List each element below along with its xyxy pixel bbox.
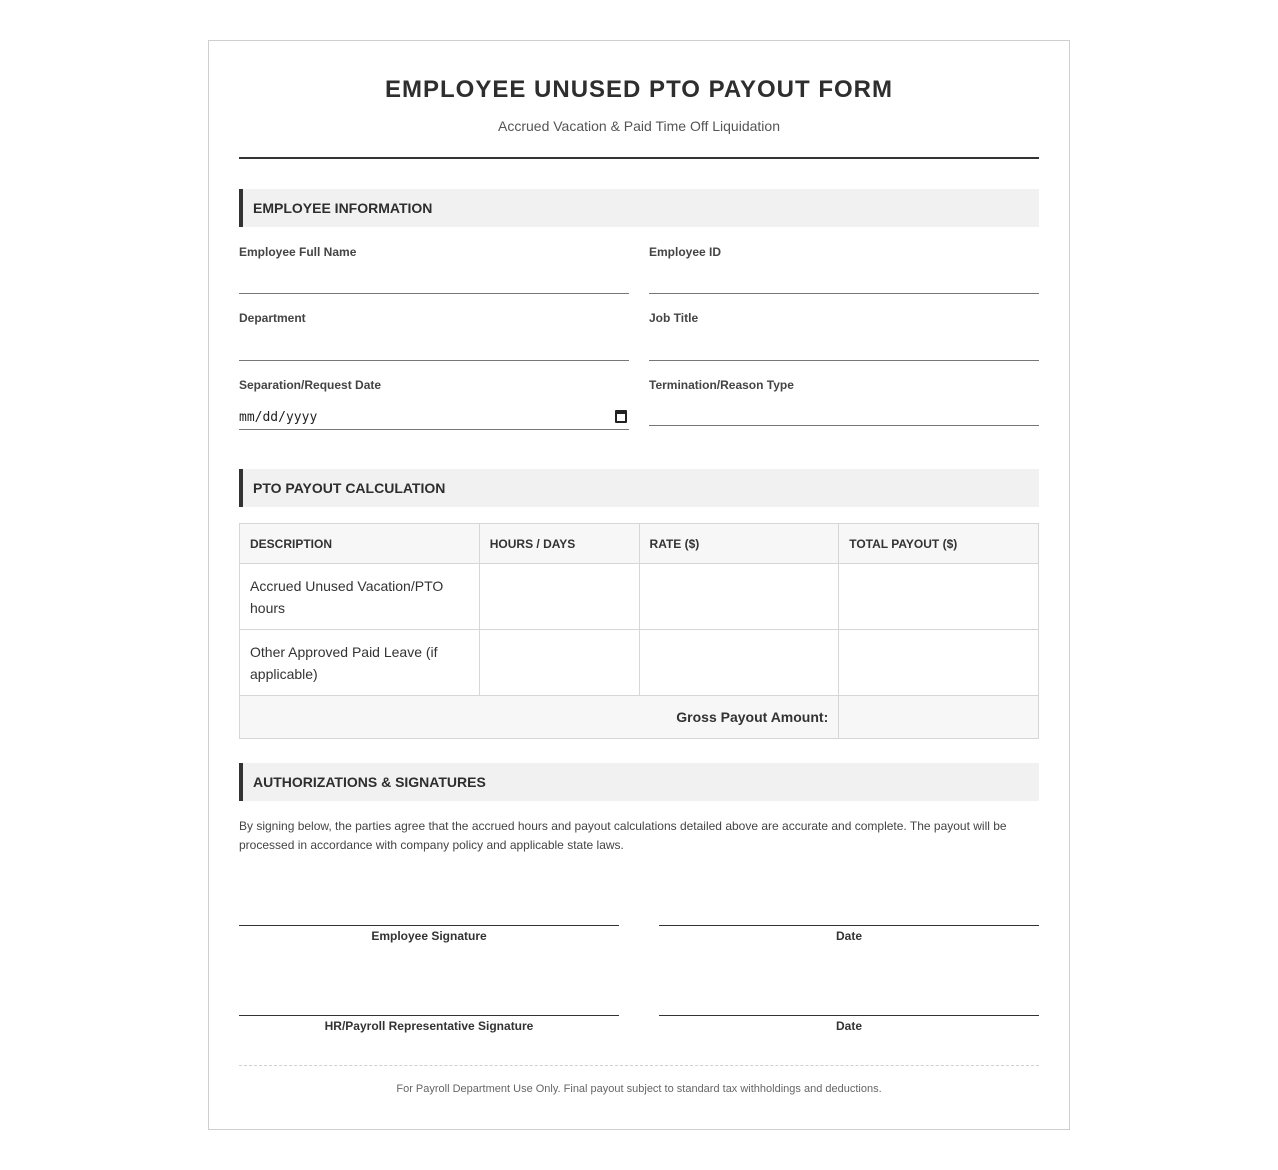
hr-date-label: Date <box>835 1019 862 1033</box>
employee-name-field <box>239 244 629 260</box>
department-label: Department <box>239 311 306 325</box>
employee-info-heading: EMPLOYEE INFORMATION <box>239 189 1039 227</box>
date-placeholder: mm/dd/yyyy <box>239 410 318 425</box>
job-title-label: Job Title <box>649 311 699 325</box>
gross-payout-label: Gross Payout Amount: <box>240 696 839 739</box>
footer-note: For Payroll Department Use Only. Final payout subject to standard tax withholdings and deductions. <box>396 1083 882 1095</box>
column-header-rate: RATE ($) <box>639 524 839 564</box>
hr-signature-block <box>239 1015 619 1033</box>
column-header-description: DESCRIPTION <box>240 524 480 564</box>
gross-payout-value[interactable] <box>839 696 1039 739</box>
hr-signature-label: HR/Payroll Representative Signature <box>324 1019 534 1033</box>
column-header-total: TOTAL PAYOUT ($) <box>839 524 1039 564</box>
gross-payout-row <box>240 696 1039 739</box>
employee-signature-line[interactable] <box>239 925 619 926</box>
employee-name-label: Employee Full Name <box>239 245 357 259</box>
form-page <box>208 40 1070 1130</box>
row-hours-cell[interactable] <box>479 564 639 630</box>
job-title-input[interactable] <box>649 335 1039 361</box>
separation-date-label: Separation/Request Date <box>239 378 382 392</box>
footer-divider <box>239 1065 1039 1066</box>
payout-calculation-heading: PTO PAYOUT CALCULATION <box>239 469 1039 507</box>
form-title: EMPLOYEE UNUSED PTO PAYOUT FORM <box>385 76 893 103</box>
department-field <box>239 310 629 326</box>
title-divider <box>239 157 1039 159</box>
hr-signature-line[interactable] <box>239 1015 619 1016</box>
row-description: Other Approved Paid Leave (if applicable) <box>240 630 480 696</box>
row-description: Accrued Unused Vacation/PTO hours <box>240 564 480 630</box>
employee-id-input[interactable] <box>649 268 1039 294</box>
separation-date-field <box>239 377 629 425</box>
form-subtitle: Accrued Vacation & Paid Time Off Liquidation <box>498 118 780 134</box>
hr-date-block <box>659 1015 1039 1033</box>
termination-reason-field <box>649 377 1039 393</box>
table-header-row <box>240 524 1039 564</box>
employee-id-field <box>649 244 1039 260</box>
table-row <box>240 630 1039 696</box>
row-hours-cell[interactable] <box>479 630 639 696</box>
employee-signature-label: Employee Signature <box>371 929 487 943</box>
authorizations-heading: AUTHORIZATIONS & SIGNATURES <box>239 763 1039 801</box>
row-rate-cell[interactable] <box>639 630 839 696</box>
separation-date-input[interactable] <box>239 404 629 430</box>
employee-date-line[interactable] <box>659 925 1039 926</box>
row-rate-cell[interactable] <box>639 564 839 630</box>
column-header-hours: HOURS / DAYS <box>479 524 639 564</box>
job-title-field <box>649 310 1039 326</box>
agreement-text: By signing below, the parties agree that the accrued hours and payout calculations detailed above are accurate and complete. The payout will be processed in accordance with company policy and applicable state laws. <box>239 819 1007 852</box>
hr-date-line[interactable] <box>659 1015 1039 1016</box>
table-row <box>240 564 1039 630</box>
department-input[interactable] <box>239 335 629 361</box>
row-total-cell[interactable] <box>839 564 1039 630</box>
calendar-icon[interactable] <box>615 410 627 423</box>
termination-reason-label: Termination/Reason Type <box>649 378 794 392</box>
employee-name-input[interactable] <box>239 268 629 294</box>
employee-signature-block <box>239 925 619 943</box>
termination-reason-input[interactable] <box>649 400 1039 426</box>
employee-date-block <box>659 925 1039 943</box>
payout-table <box>239 523 1039 739</box>
employee-id-label: Employee ID <box>649 245 722 259</box>
employee-date-label: Date <box>835 929 862 943</box>
row-total-cell[interactable] <box>839 630 1039 696</box>
